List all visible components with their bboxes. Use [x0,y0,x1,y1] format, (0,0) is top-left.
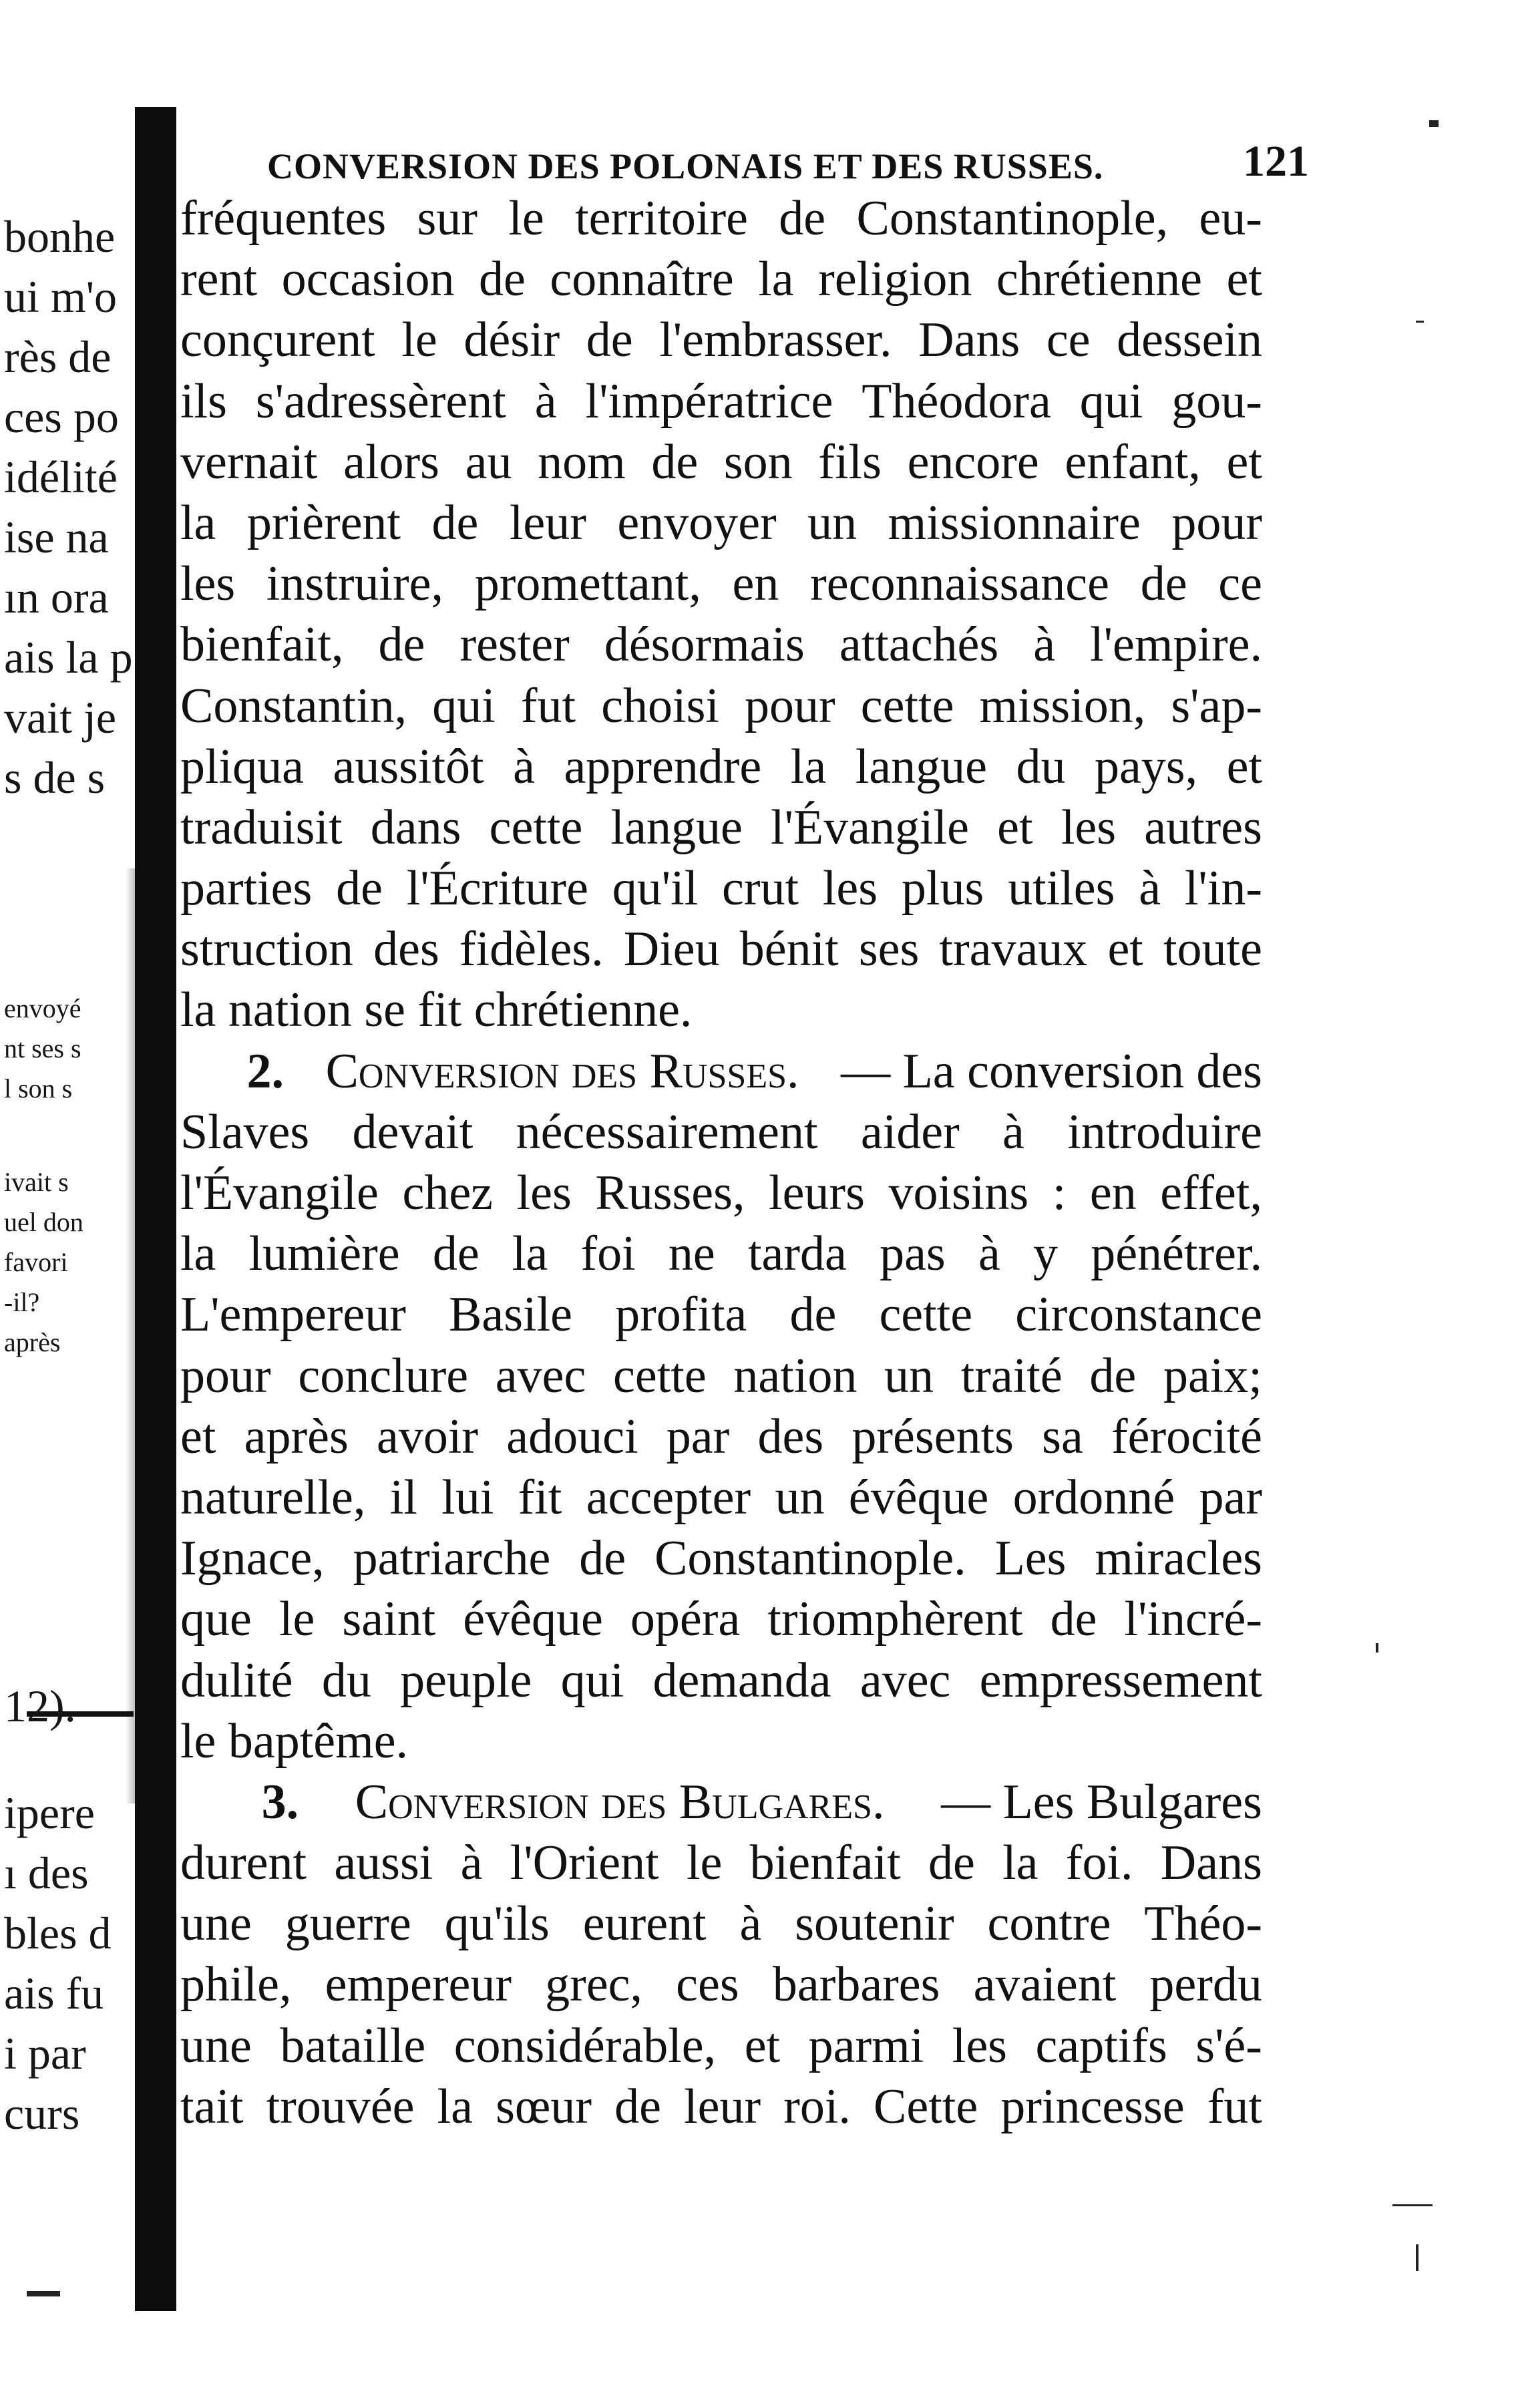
previous-page-fragment [0,200,134,2271]
line-text: la prièrent de leur envoyer un missionnaire pour [180,495,1262,550]
line-text: struction des fidèles. Dieu bénit ses travaux et toute [180,922,1262,977]
line-text: le baptême. [180,1713,409,1769]
line-text: la lumière de la foi ne tarda pas à y pénétrer. [180,1226,1262,1282]
running-head [267,134,1309,187]
scan-speck [1376,1643,1378,1653]
text-line [180,858,1262,919]
text-line [180,919,1262,980]
text-line [180,1894,1262,1954]
line-text: les instruire, promettant, en reconnaissance de ce [180,556,1262,612]
line-text: phile, empereur grec, ces barbares avaient perdu [180,1957,1262,2013]
binding-gutter [135,107,176,2311]
text-line [180,1711,1262,1772]
text-line [180,798,1262,858]
left-fragment: ivait s [4,1167,69,1197]
line-text: ils s'adressèrent à l'impératrice Théodora qui gou- [180,373,1262,429]
line-text: bienfait, de rester désormais attachés à l'empire. [180,617,1262,673]
line-text: traduisit dans cette langue l'Évangile et les autres [180,800,1262,855]
section-heading [180,1041,1262,1102]
left-fragment: i par [4,2028,86,2079]
text-line [180,310,1262,371]
line-text: que le saint évêque opéra triomphèrent de l'incré- [180,1592,1262,1647]
text-line [180,1102,1262,1163]
left-fragment: bonhe [4,211,116,262]
left-fragment: rès de [4,331,112,382]
section-number: 2. [246,1043,285,1099]
text-line [180,676,1262,737]
left-fragment: s de s [4,752,106,803]
line-text: Ignace, patriarche de Constantinople. Les miracles [180,1531,1262,1586]
text-line [180,1163,1262,1224]
line-text: fréquentes sur le territoire de Constantinople, eu- [180,191,1262,246]
text-line [180,737,1262,798]
body-text [180,188,1262,2137]
left-fragment: ces po [4,391,119,442]
text-line [180,615,1262,675]
section-heading [180,1772,1262,1833]
line-text: tait trouvée la sœur de leur roi. Cette princesse fut [180,2079,1262,2134]
left-fragment: ise na [4,512,109,562]
left-fragment: idélité [4,452,118,502]
scan-speck [1392,2204,1433,2206]
scan-speck [1429,120,1439,127]
line-text: naturelle, il lui fit accepter un évêque ordonné par [180,1470,1262,1525]
line-text: — Les Bulgares [941,1774,1262,1830]
text-line [180,1589,1262,1650]
line-text: rent occasion de connaître la religion chrétienne et [180,252,1262,307]
line-text: conçurent le désir de l'embrasser. Dans ce dessein [180,313,1262,368]
left-fragment: bles d [4,1908,112,1958]
line-text: — La conversion des [841,1043,1262,1099]
line-text: une bataille considérable, et parmi les captifs s'é- [180,2018,1262,2073]
section-title: Conversion des Bulgares. [355,1774,885,1830]
left-fragment: curs [4,2088,80,2139]
left-fragment: vait je [4,692,117,743]
text-line [180,371,1262,432]
left-fragment: -il? [4,1287,40,1317]
section-number: 3. [261,1774,299,1830]
text-line [180,1346,1262,1407]
line-text: une guerre qu'ils eurent à soutenir contre Théo- [180,1896,1262,1952]
left-fragment: uel don [4,1207,83,1237]
text-line [180,1954,1262,2015]
text-line [180,493,1262,554]
line-text: et après avoir adouci par des présents sa férocité [180,1409,1262,1464]
line-text: parties de l'Écriture qu'il crut les plus utiles à l'in- [180,861,1262,916]
left-fragment: envoyé [4,993,81,1023]
line-text: dulité du peuple qui demanda avec empressement [180,1653,1262,1708]
line-text: Constantin, qui fut choisi pour cette mission, s'ap- [180,678,1262,733]
scan-speck [1416,321,1424,323]
text-line [180,1284,1262,1345]
line-text: Slaves devait nécessairement aider à introduire [180,1104,1262,1160]
text-line [180,1407,1262,1468]
left-fragment: ui m'o [4,271,118,322]
left-fragment: 12). [4,1681,76,1731]
text-line [180,432,1262,493]
line-text: l'Évangile chez les Russes, leurs voisins : en effet, [180,1166,1262,1220]
left-fragment: nt ses s [4,1033,81,1063]
left-fragment: après [4,1327,61,1357]
scan-speck [27,2291,60,2296]
text-line [180,554,1262,615]
text-line [180,1833,1262,1894]
text-line [180,2077,1262,2137]
left-fragment: l son s [4,1073,73,1103]
line-text: L'empereur Basile profita de cette circonstance [180,1287,1262,1343]
scan-speck [1416,2244,1418,2271]
running-title: CONVERSION DES POLONAIS ET DES RUSSES. [267,146,1104,186]
text-line [180,188,1262,249]
text-line [180,980,1262,1041]
line-text: pour conclure avec cette nation un traité de paix; [180,1348,1262,1403]
text-line [180,1528,1262,1589]
section-heading-line [180,1041,1262,1102]
line-text: la nation se fit chrétienne. [180,983,693,1038]
section-title: Conversion des Russes. [325,1043,799,1099]
section-heading-line [180,1772,1262,1833]
line-text: pliqua aussitôt à apprendre la langue du pays, et [180,739,1262,794]
text-line [180,249,1262,310]
left-fragment: ais la p [4,632,133,683]
text-line [180,1224,1262,1284]
line-text: durent aussi à l'Orient le bienfait de la foi. Dans [180,1836,1262,1891]
left-fragment: ı des [4,1848,89,1898]
left-fragment: ais fu [4,1968,104,2019]
text-line [180,1468,1262,1528]
page-number: 121 [1243,137,1309,186]
text-line [180,2016,1262,2077]
left-fragment: ın ora [4,572,109,623]
line-text: vernait alors au nom de son fils encore enfant, et [180,434,1262,490]
left-fragment: ipere [4,1787,95,1838]
left-fragment: favori [4,1247,68,1277]
text-line [180,1651,1262,1711]
